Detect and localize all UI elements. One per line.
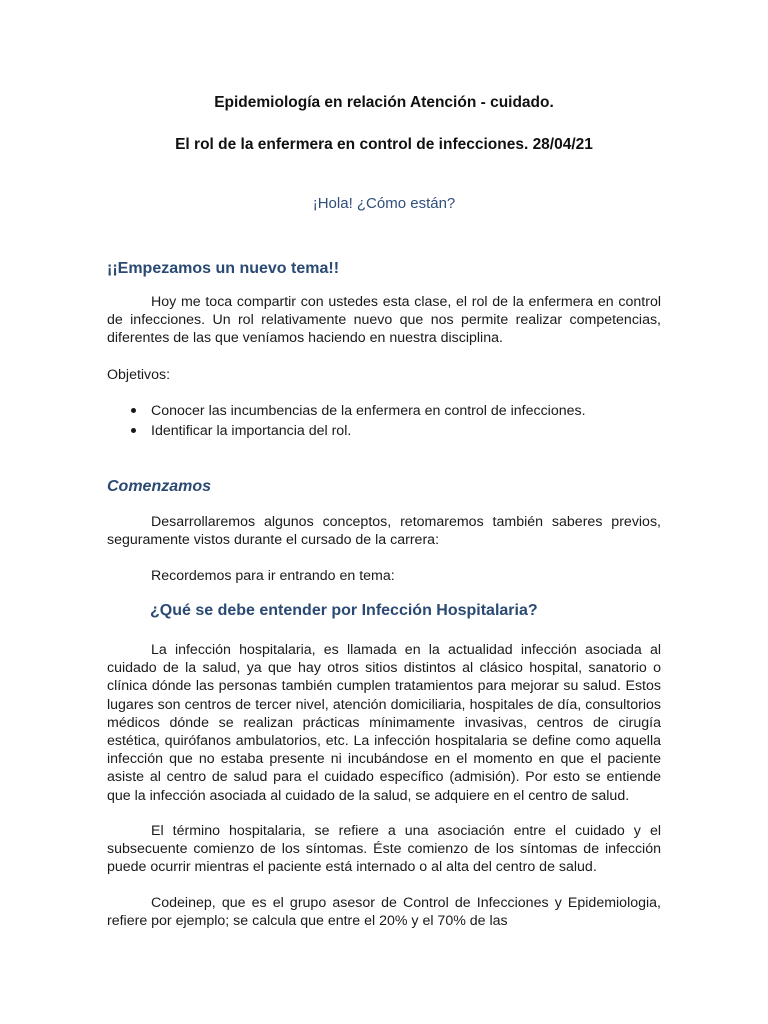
heading-question: ¿Qué se debe entender por Infección Hospitalaria? [150,602,538,619]
document-title: Epidemiología en relación Atención - cuidado. [214,94,554,111]
heading-new-topic: ¡¡Empezamos un nuevo tema!! [107,260,340,277]
body-paragraph-3: Codeinep, que es el grupo asesor de Control de Infecciones y Epidemiologia, refiere por ejemplo; se calcula que entre el 20% y el 70% de las [107,895,661,930]
develop-paragraph: Desarrollaremos algunos conceptos, retomaremos también saberes previos, seguramente vistos durante el cursado de la carrera: [107,514,661,549]
heading-start: Comenzamos [107,478,212,495]
objective-text: Identificar la importancia del rol. [151,423,352,439]
intro-paragraph: Hoy me toca compartir con ustedes esta clase, el rol de la enfermera en control de infecciones. Un rol relativamente nuevo que nos permite realizar competencias, diferentes de las que veníamos haciendo en nuestra disciplina. [107,294,661,347]
greeting-text: ¡Hola! ¿Cómo están? [312,195,456,212]
objective-text: Conocer las incumbencias de la enfermera en control de infecciones. [151,403,586,419]
list-item [107,401,661,421]
body-paragraph-2: El término hospitalaria, se refiere a una asociación entre el cuidado y el subsecuente comienzo de los síntomas. Éste comienzo de los síntomas de infección puede ocurrir mientras el paciente está internado o al alta del centro de salud. [107,823,661,876]
list-item [107,421,661,441]
remember-paragraph: Recordemos para ir entrando en tema: [151,568,395,584]
bullet-icon [131,408,136,413]
bullet-icon [131,428,136,433]
document-subtitle: El rol de la enfermera en control de infecciones. 28/04/21 [175,136,593,153]
objectives-label: Objetivos: [107,367,171,383]
body-paragraph-1: La infección hospitalaria, es llamada en la actualidad infección asociada al cuidado de la salud, ya que hay otros sitios distintos al clásico hospital, sanatorio o clínica dónde las personas también cumplen tratamientos para mejorar su salud. Estos lugares son centros de tercer nivel, atención domiciliaria, hospitales de día, consultorios médicos dónde se realizan prácticas mínimamente invasivas, centros de cirugía estética, quirófanos ambulatorios, etc. La infección hospitalaria se define como aquella infección que no estaba presente ni incubándose en el momento en que el paciente asiste al centro de salud para el cuidado específico (admisión). Por esto se entiende que la infección asociada al cuidado de la salud, se adquiere en el centro de salud. [107,642,661,804]
objectives-list [107,401,661,441]
